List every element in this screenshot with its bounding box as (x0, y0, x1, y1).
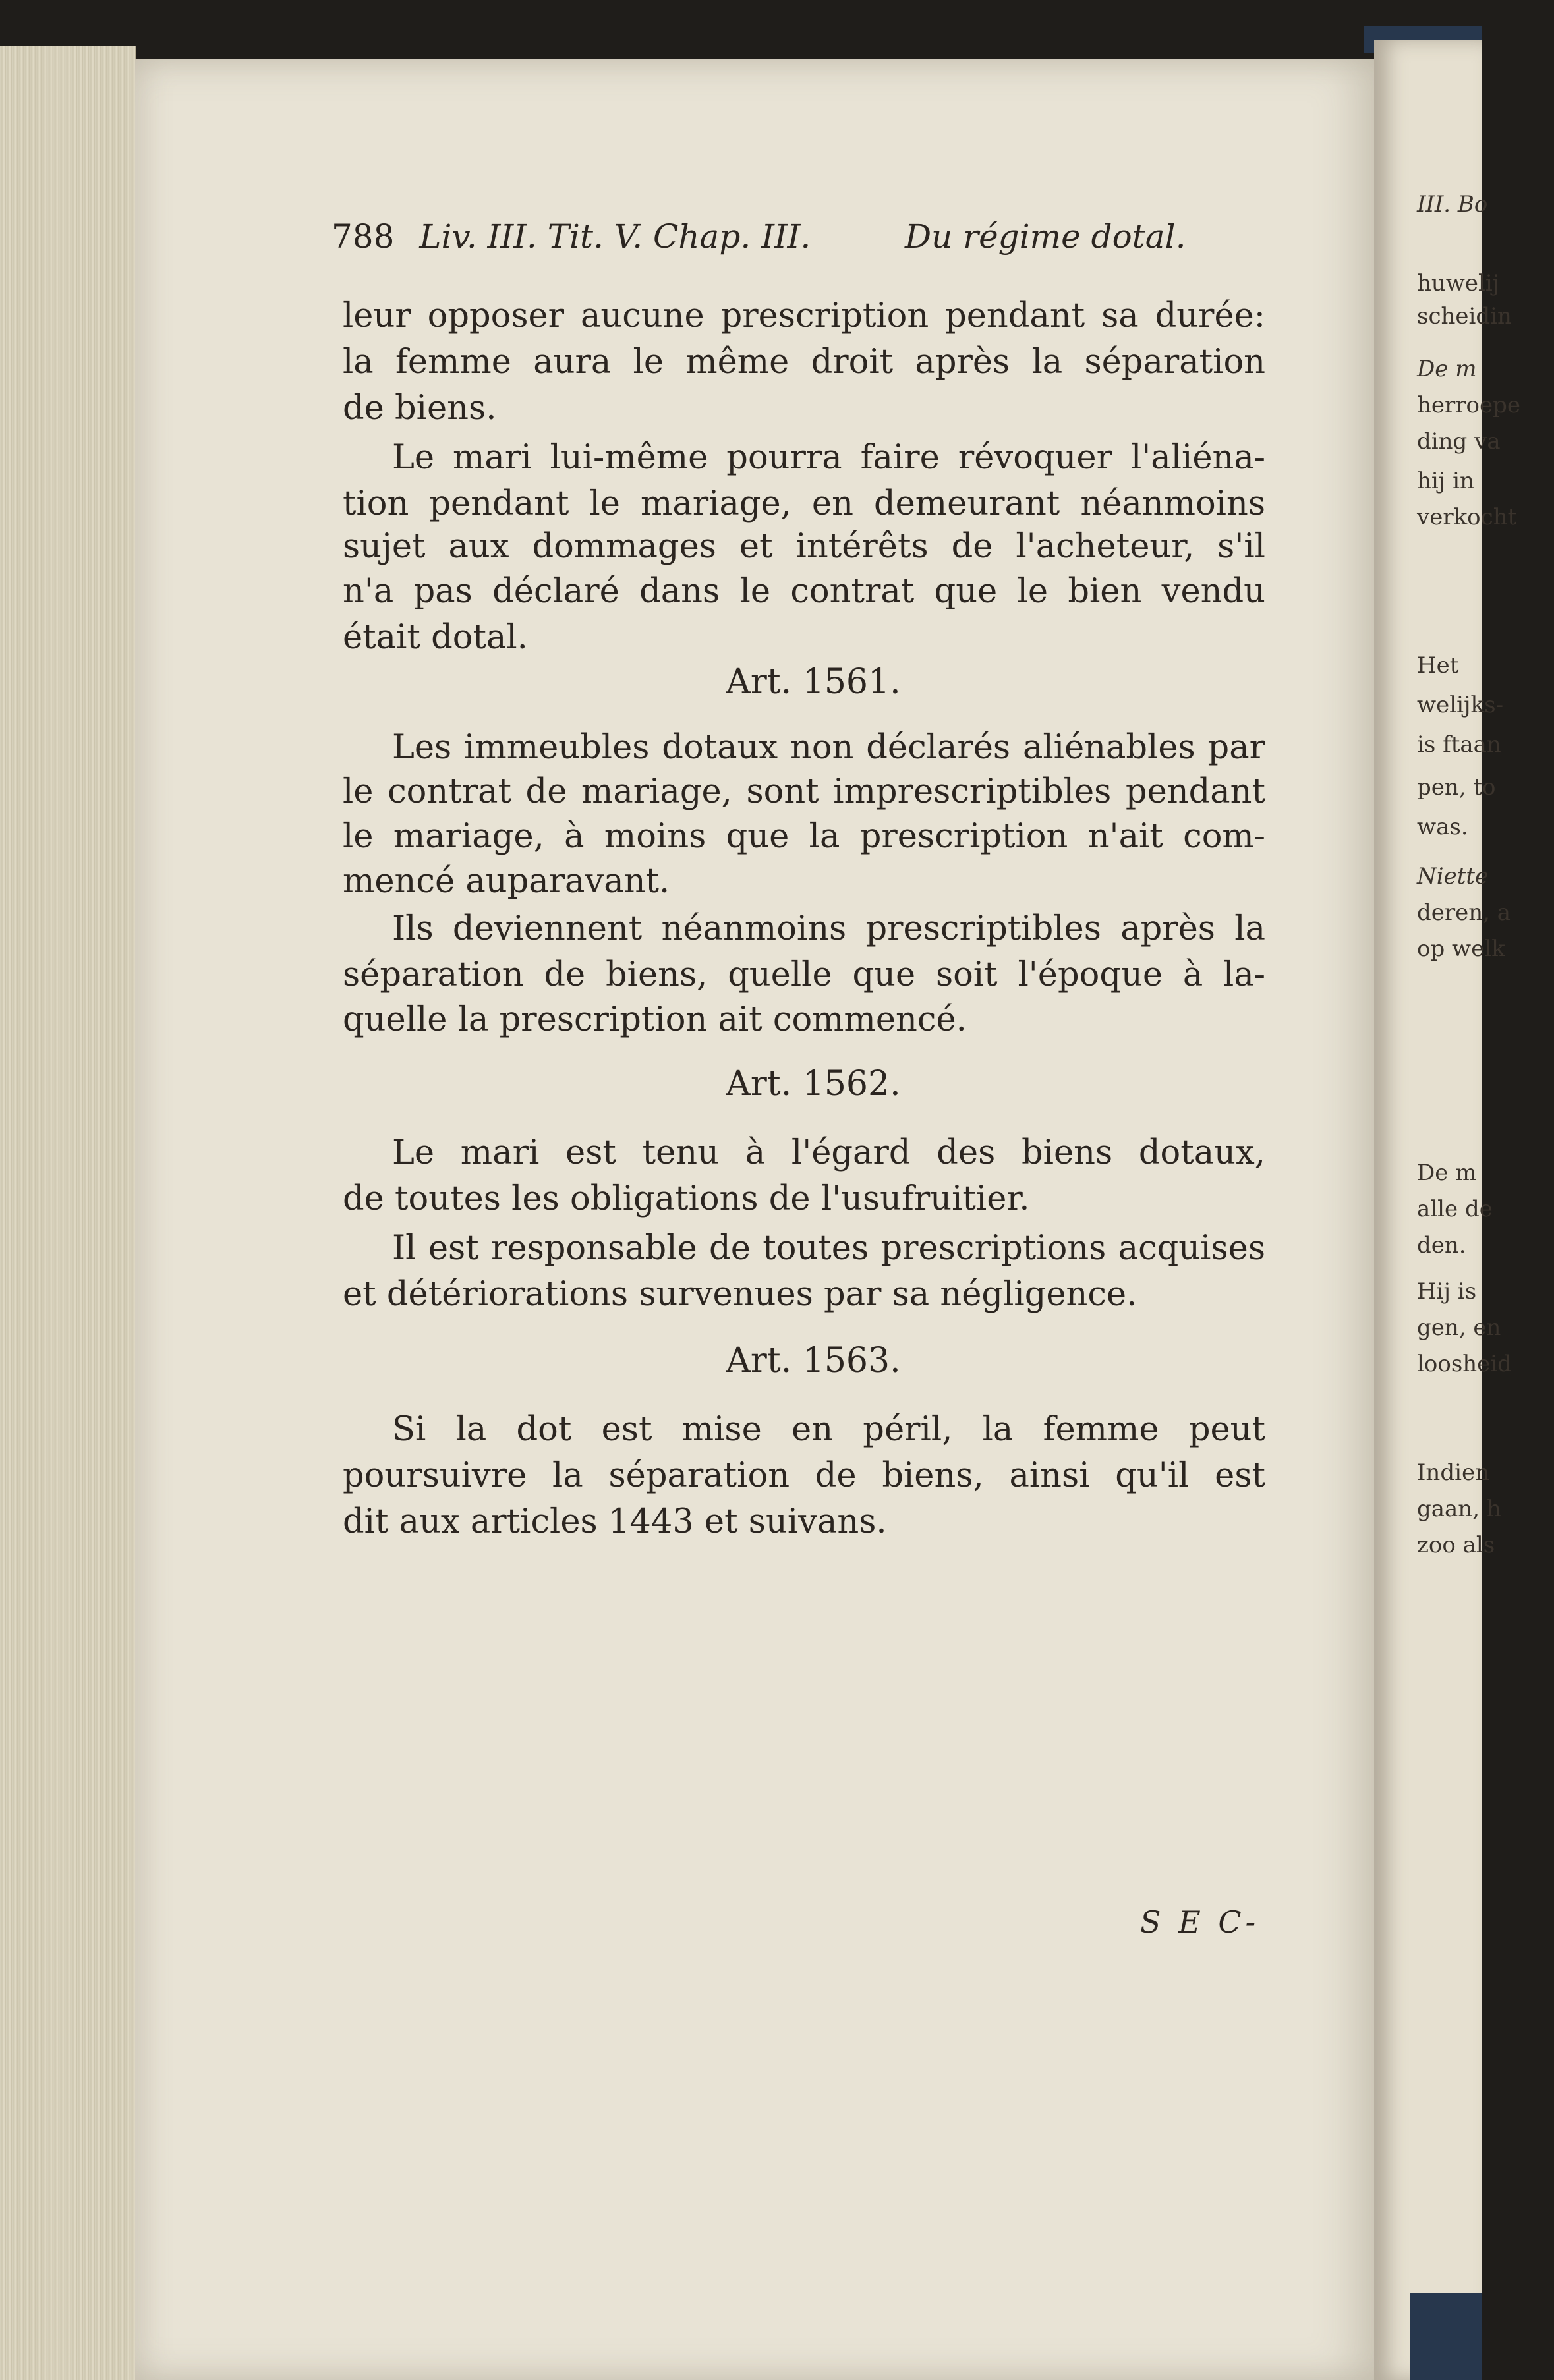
text-line: dit aux articles 1443 et suivans. (343, 1502, 887, 1541)
running-header (331, 217, 1267, 256)
running-title-right: Du régime dotal. (905, 217, 1186, 256)
facing-page-text: hij in (1417, 468, 1474, 494)
signature-mark: S E C- (1140, 1904, 1260, 1940)
facing-page-text: De m (1417, 356, 1477, 382)
facing-page-text: was. (1417, 814, 1468, 840)
facing-page-text: deren, a (1417, 899, 1511, 926)
facing-page-text: Hij is (1417, 1278, 1477, 1305)
facing-page-text: gaan, h (1417, 1496, 1501, 1522)
text-line: le mariage, à moins que la prescription n'ait com- (343, 817, 1265, 856)
facing-page-text: gen, en (1417, 1315, 1501, 1341)
text-line: la femme aura le même droit après la séparation (343, 343, 1265, 382)
facing-page-text: welijks- (1417, 692, 1504, 718)
facing-page-text: den. (1417, 1232, 1466, 1259)
facing-page-text: Indien (1417, 1459, 1489, 1486)
facing-page-text: herroepe (1417, 392, 1521, 418)
text-line: Il est responsable de toutes prescriptions acquises (392, 1229, 1265, 1268)
facing-page-text: pen, to (1417, 774, 1496, 801)
text-line: mencé auparavant. (343, 862, 670, 901)
text-line: de toutes les obligations de l'usufruitier. (343, 1179, 1030, 1218)
text-line: sujet aux dommages et intérêts de l'acheteur, s'il (343, 527, 1265, 566)
running-title: Liv. III. Tit. V. Chap. III. (419, 217, 811, 256)
facing-page-text: scheidin (1417, 303, 1512, 329)
text-line: leur opposer aucune prescription pendant sa durée: (343, 297, 1265, 335)
text-line: Les immeubles dotaux non déclarés aliénables par (392, 728, 1265, 767)
facing-page-text: op welk (1417, 936, 1505, 962)
text-line: était dotal. (343, 618, 528, 657)
text-line: tion pendant le mariage, en demeurant néanmoins (343, 484, 1265, 523)
facing-page-text: verkocht (1417, 504, 1517, 530)
text-line: n'a pas déclaré dans le contrat que le bien vendu (343, 572, 1265, 611)
text-line: Si la dot est mise en péril, la femme peut (392, 1410, 1265, 1449)
article-heading: Art. 1563. (726, 1341, 901, 1380)
facing-page-text: loosheid (1417, 1351, 1512, 1377)
page-number: 788 (331, 217, 395, 256)
text-line: quelle la prescription ait commencé. (343, 1000, 967, 1039)
book-cover-bottom (1410, 2293, 1482, 2380)
text-line: Ils deviennent néanmoins prescriptibles après la (392, 909, 1265, 948)
facing-page-text: alle de (1417, 1196, 1493, 1222)
text-line: séparation de biens, quelle que soit l'époque à la- (343, 955, 1265, 994)
text-line: et détériorations survenues par sa négligence. (343, 1275, 1137, 1314)
facing-page-text: Het (1417, 652, 1459, 679)
page-edges-left (0, 46, 136, 2380)
facing-page-text: De m (1417, 1160, 1477, 1186)
facing-page-text: is ftaan (1417, 731, 1501, 758)
facing-page-text: Niette (1417, 863, 1489, 890)
facing-page-text: ding va (1417, 428, 1501, 455)
facing-page-text: zoo als (1417, 1532, 1495, 1558)
text-line: de biens. (343, 389, 497, 428)
facing-page-text: huwelij (1417, 270, 1500, 297)
text-line: Le mari lui-même pourra faire révoquer l'aliéna- (392, 438, 1265, 477)
text-line: Le mari est tenu à l'égard des biens dotaux, (392, 1133, 1265, 1172)
text-line: poursuivre la séparation de biens, ainsi qu'il est (343, 1456, 1265, 1495)
text-line: le contrat de mariage, sont imprescriptibles pendant (343, 772, 1265, 811)
article-heading: Art. 1561. (726, 662, 901, 702)
article-heading: Art. 1562. (726, 1064, 901, 1104)
facing-page-text: III. Bo (1417, 191, 1488, 217)
